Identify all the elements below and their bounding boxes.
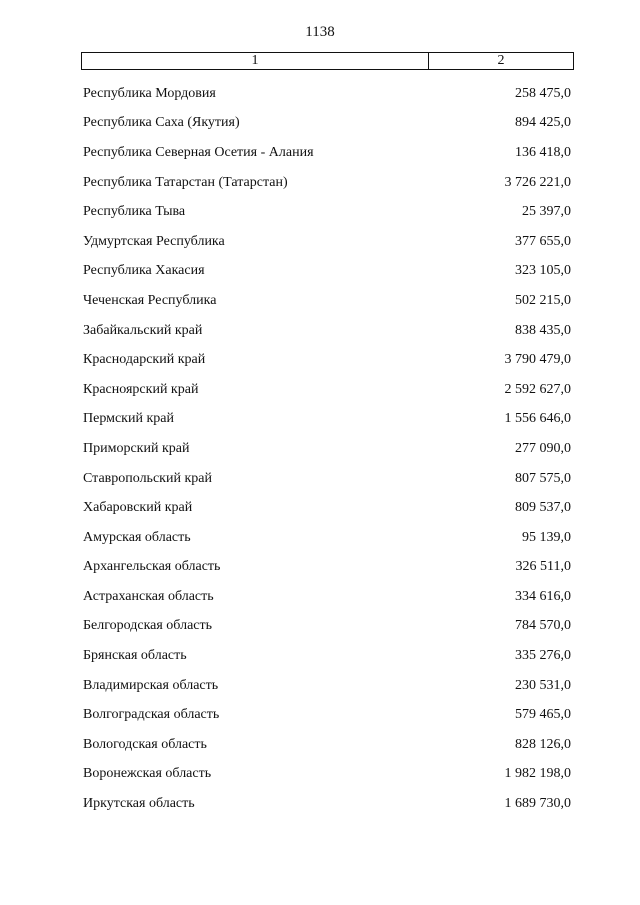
table-row	[81, 168, 574, 198]
table-row	[81, 464, 574, 494]
region-name: Республика Мордовия	[83, 85, 216, 101]
region-value: 1 556 646,0	[504, 411, 571, 427]
table-row	[81, 582, 574, 612]
header-column-2: 2	[497, 53, 505, 68]
region-name: Республика Татарстан (Татарстан)	[83, 174, 288, 190]
table-row	[81, 316, 574, 346]
table-row	[81, 553, 574, 583]
region-value: 838 435,0	[515, 322, 571, 338]
region-value: 784 570,0	[515, 618, 571, 634]
region-value: 2 592 627,0	[504, 381, 571, 397]
region-name: Хабаровский край	[83, 500, 193, 516]
region-name: Республика Северная Осетия - Алания	[83, 144, 314, 160]
region-name: Амурская область	[83, 529, 191, 545]
region-name: Удмуртская Республика	[83, 233, 225, 249]
region-value: 828 126,0	[515, 736, 571, 752]
region-value: 230 531,0	[515, 677, 571, 693]
table-row	[81, 789, 574, 819]
table-row	[81, 79, 574, 109]
region-value: 579 465,0	[515, 707, 571, 723]
table-row	[81, 197, 574, 227]
header-column-1: 1	[82, 53, 429, 69]
table-row	[81, 345, 574, 375]
table-row	[81, 493, 574, 523]
table-row	[81, 612, 574, 642]
region-value: 1 982 198,0	[504, 766, 571, 782]
table-row	[81, 671, 574, 701]
region-value: 377 655,0	[515, 233, 571, 249]
table-row	[81, 523, 574, 553]
table-row	[81, 227, 574, 257]
table-row	[81, 760, 574, 790]
region-value: 894 425,0	[515, 115, 571, 131]
region-value: 277 090,0	[515, 440, 571, 456]
region-name: Забайкальский край	[83, 322, 203, 338]
region-name: Пермский край	[83, 411, 174, 427]
table-row	[81, 405, 574, 435]
region-name: Волгоградская область	[83, 707, 220, 723]
region-value: 3 790 479,0	[504, 352, 571, 368]
region-value: 502 215,0	[515, 292, 571, 308]
region-name: Краснодарский край	[83, 352, 206, 368]
region-name: Белгородская область	[83, 618, 213, 634]
region-value: 334 616,0	[515, 588, 571, 604]
region-value: 809 537,0	[515, 500, 571, 516]
table-row	[81, 700, 574, 730]
region-name: Владимирская область	[83, 677, 219, 693]
region-value: 258 475,0	[515, 85, 571, 101]
table-row	[81, 109, 574, 139]
region-value: 326 511,0	[515, 559, 571, 575]
table-row	[81, 138, 574, 168]
table-row	[81, 434, 574, 464]
region-value: 95 139,0	[522, 529, 571, 545]
region-value: 3 726 221,0	[504, 174, 571, 190]
region-value: 25 397,0	[522, 204, 571, 220]
region-name: Вологодская область	[83, 736, 207, 752]
region-name: Архангельская область	[83, 559, 221, 575]
region-name: Республика Саха (Якутия)	[83, 115, 240, 131]
region-value: 136 418,0	[515, 144, 571, 160]
region-name: Чеченская Республика	[83, 292, 217, 308]
region-name: Республика Хакасия	[83, 263, 205, 279]
table-row	[81, 375, 574, 405]
table-body	[81, 79, 574, 819]
table-row	[81, 286, 574, 316]
region-name: Приморский край	[83, 440, 190, 456]
region-name: Ставропольский край	[83, 470, 212, 486]
region-name: Воронежская область	[83, 766, 212, 782]
region-name: Брянская область	[83, 648, 187, 664]
region-name: Иркутская область	[83, 796, 195, 812]
table-header	[81, 52, 574, 70]
table-row	[81, 257, 574, 287]
region-value: 1 689 730,0	[504, 796, 571, 812]
page-number: 1138	[305, 24, 335, 40]
region-name: Республика Тыва	[83, 204, 186, 220]
region-value: 323 105,0	[515, 263, 571, 279]
table-row	[81, 641, 574, 671]
region-name: Красноярский край	[83, 381, 199, 397]
region-value: 807 575,0	[515, 470, 571, 486]
table-row	[81, 730, 574, 760]
region-name: Астраханская область	[83, 588, 214, 604]
region-value: 335 276,0	[515, 648, 571, 664]
